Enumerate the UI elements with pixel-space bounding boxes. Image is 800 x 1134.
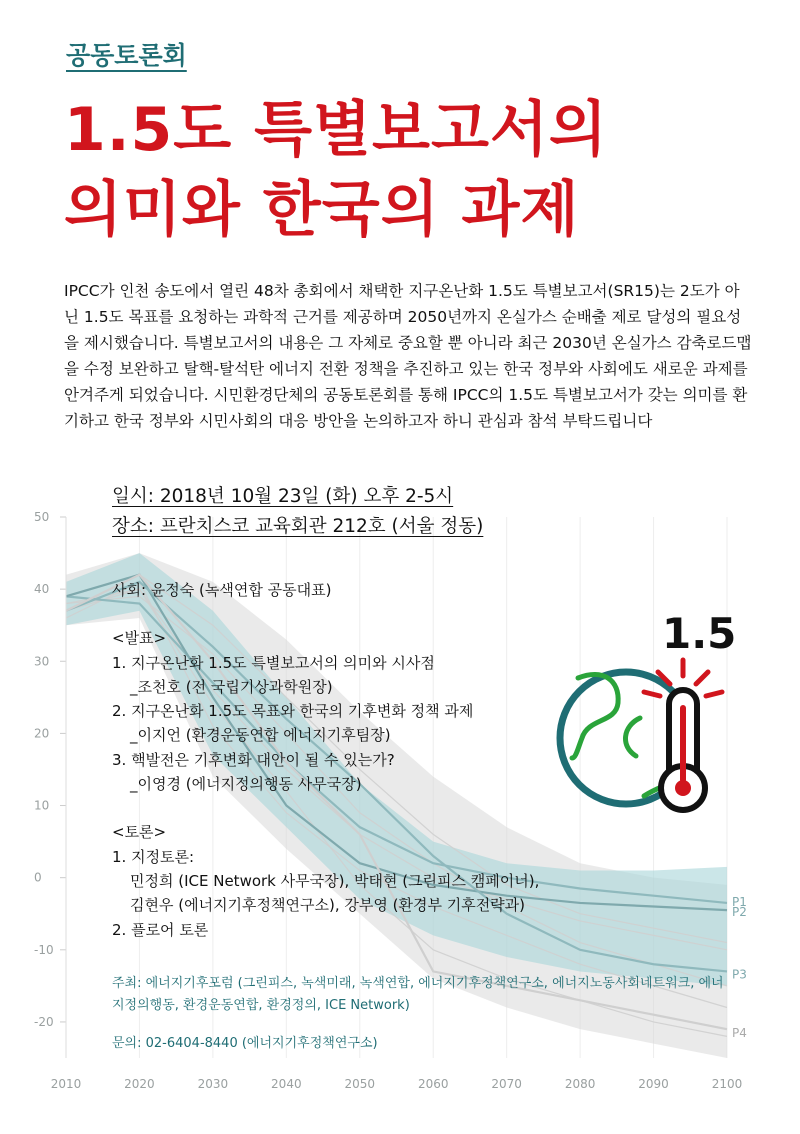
contact-info: 문의: 02-6404-8440 (에너지기후정책연구소) [112,1036,378,1051]
series-label-p1: P1 [732,894,747,909]
x-tick-2100: 2100 [711,1077,743,1091]
chart-x-axis [51,1077,743,1091]
x-tick-2070: 2070 [491,1077,522,1091]
chart-series-labels [732,895,747,1040]
series-label-p4: P4 [732,1026,747,1041]
title-line-1: 1.5도 특별보고서의 [64,95,608,165]
x-tick-2030: 2030 [197,1077,229,1091]
event-details [112,482,483,542]
y-tick-20: 20 [34,726,50,741]
y-tick--10: -10 [34,942,54,957]
presentation-title-3: 3. 핵발전은 기후변화 대안이 될 수 있는가? [112,750,395,769]
organizers: 주최: 에너지기후포럼 (그린피스, 녹색미래, 녹색연합, 에너지기후정책연구소, 에너지노동사회네트워크, 에너지정의행동, 환경운동연합, 환경정의, ICE Network) [112,976,724,1013]
discussion-item-1: 1. 지정토론: [112,847,195,866]
event-datetime: 일시: 2018년 10월 23일 (화) 오후 2-5시 [112,486,454,507]
y-tick-10: 10 [34,798,50,813]
presentation-speaker-1: _조천호 (전 국립기상과학원장) [130,677,333,696]
moderator: 사회: 윤정숙 (녹색연합 공동대표) [112,581,332,599]
discussion-heading: <토론> [112,823,167,842]
y-tick-40: 40 [34,582,50,597]
logo-number: 1.5 [662,609,737,658]
presentation-title-2: 2. 지구온난화 1.5도 목표와 한국의 기후변화 정책 과제 [112,702,474,721]
x-tick-2080: 2080 [564,1077,596,1091]
y-tick-30: 30 [34,654,50,669]
y-tick-0: 0 [34,870,42,885]
y-tick-50: 50 [34,510,50,524]
x-tick-2060: 2060 [417,1077,449,1091]
discussion-item-2: 2. 플로어 토론 [112,920,209,939]
series-label-p2: P2 [732,905,747,920]
event-venue: 장소: 프란치스코 교육회관 212호 (서울 정동) [112,516,484,537]
series-label-p3: P3 [732,967,747,982]
presentation-title-1: 1. 지구온난화 1.5도 특별보고서의 의미와 시사점 [112,653,435,672]
event-kicker: 공동토론회 [66,41,187,70]
discussants-line-1: 민정희 (ICE Network 사무국장), 박태현 (그린피스 캠페이너), [130,871,540,890]
intro-paragraph: IPCC가 인천 송도에서 열린 48차 총회에서 채택한 지구온난화 1.5도 특별보고서(SR15)는 2도가 아닌 1.5도 목표를 요청하는 과학적 근거를 제공하며 2050년까지 온실가스 순배출 제로 달성의 필요성을 제시했습니다. 특별보고서의 내용은 그 자체로 중요할 뿐 아니라 최근 2030년 온실가스 감축로드맵을 수정 보완하고 탈핵-탈석탄 에너지 전환 정책을 추진하고 있는 한국 정부와 사회에도 새로운 과제를 안겨주게 되었습니다. 시민환경단체의 공동토론회를 통해 IPCC의 1.5도 특별보고서가 갖는 의미를 환기하고 한국 정부와 시민사회의 대응 방안을 논의하고자 하니 관심과 참석 부탁드립니다 [64,282,752,430]
presentation-heading: <발표> [112,629,167,648]
presentation-speaker-3: _이영경 (에너지정의행동 사무국장) [130,775,362,794]
x-tick-2020: 2020 [124,1077,155,1091]
title-line-2: 의미와 한국의 과제 [64,175,580,245]
x-tick-2040: 2040 [271,1077,302,1091]
presentation-speaker-2: _이지언 (환경운동연합 에너지기후팀장) [130,726,391,745]
x-tick-2010: 2010 [50,1077,82,1091]
y-tick--20: -20 [34,1014,54,1029]
x-tick-2050: 2050 [344,1077,376,1091]
discussants-line-2: 김현우 (에너지기후정책연구소), 강부영 (환경부 기후전략과) [130,896,526,915]
page-title [64,90,608,250]
x-tick-2090: 2090 [638,1077,669,1091]
chart-y-axis [34,510,66,1058]
climate-logo [548,608,744,818]
